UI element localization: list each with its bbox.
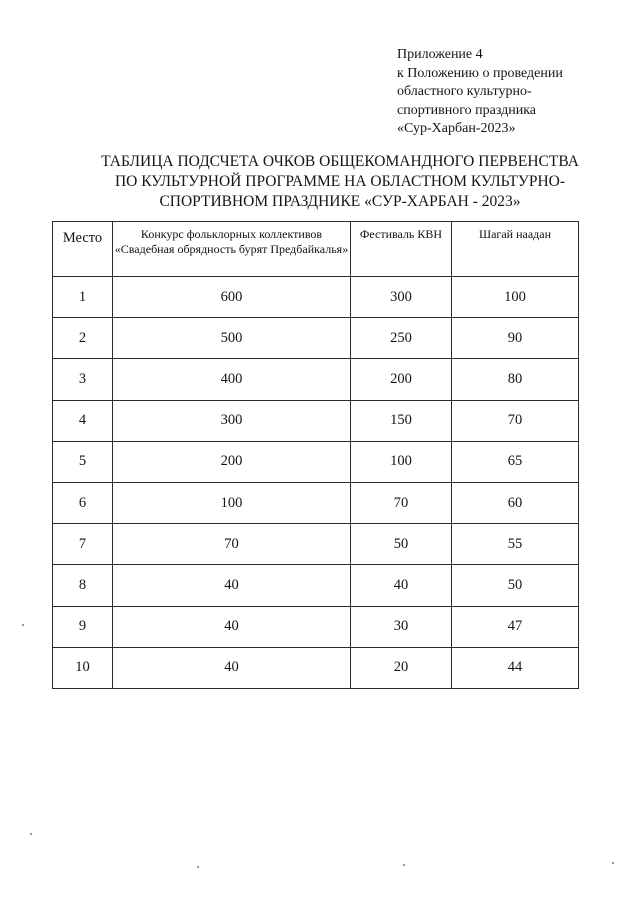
table-row [53,318,579,359]
appendix-line: Приложение 4 [397,47,483,62]
cell-folk: 70 [113,524,351,565]
table-row [53,277,579,318]
table-row [53,482,579,523]
title-line: ПО КУЛЬТУРНОЙ ПРОГРАММЕ НА ОБЛАСТНОМ КУЛЬТУРНО- [114,173,566,190]
cell-kvn: 20 [351,647,452,688]
cell-shagai: 47 [452,606,579,647]
cell-place: 7 [53,524,113,565]
cell-folk: 400 [113,359,351,400]
score-table-body [53,277,579,689]
scan-speck [403,864,405,866]
cell-folk: 100 [113,482,351,523]
score-table [52,221,579,689]
appendix-line: «Сур-Харбан-2023» [397,121,516,136]
table-row [53,606,579,647]
cell-kvn: 250 [351,318,452,359]
cell-folk: 40 [113,565,351,606]
scan-speck [30,833,32,835]
cell-folk: 40 [113,606,351,647]
header-row [53,222,579,277]
cell-kvn: 100 [351,441,452,482]
header-shagai-naadan: Шагай наадан [452,222,579,277]
appendix-line: областного культурно- [397,84,532,99]
scan-speck [612,862,614,864]
cell-place: 1 [53,277,113,318]
cell-folk: 200 [113,441,351,482]
cell-shagai: 90 [452,318,579,359]
cell-kvn: 50 [351,524,452,565]
cell-folk: 500 [113,318,351,359]
cell-kvn: 150 [351,400,452,441]
cell-kvn: 40 [351,565,452,606]
cell-shagai: 44 [452,647,579,688]
cell-shagai: 50 [452,565,579,606]
cell-shagai: 100 [452,277,579,318]
cell-place: 8 [53,565,113,606]
title-line: ТАБЛИЦА ПОДСЧЕТА ОЧКОВ ОБЩЕКОМАНДНОГО ПЕРВЕНСТВА [101,153,579,170]
cell-shagai: 80 [452,359,579,400]
table-row [53,565,579,606]
cell-place: 3 [53,359,113,400]
cell-place: 5 [53,441,113,482]
cell-place: 10 [53,647,113,688]
table-row [53,359,579,400]
scan-speck [22,624,24,626]
cell-shagai: 65 [452,441,579,482]
header-place: Место [53,222,113,277]
table-row [53,441,579,482]
cell-folk: 600 [113,277,351,318]
table-row [53,524,579,565]
cell-place: 2 [53,318,113,359]
appendix-note [397,46,632,139]
document-title [40,152,640,212]
cell-shagai: 70 [452,400,579,441]
cell-place: 4 [53,400,113,441]
table-row [53,400,579,441]
cell-folk: 40 [113,647,351,688]
title-line: СПОРТИВНОМ ПРАЗДНИКЕ «СУР-ХАРБАН - 2023» [159,193,521,210]
cell-folk: 300 [113,400,351,441]
appendix-line: спортивного праздника [397,102,537,118]
appendix-line: к Положению о проведении [397,65,563,81]
cell-kvn: 300 [351,277,452,318]
cell-place: 9 [53,606,113,647]
score-table-header [53,222,579,277]
cell-place: 6 [53,482,113,523]
cell-shagai: 55 [452,524,579,565]
scan-speck [197,866,199,868]
header-folk-contest: Конкурс фольклорных коллективов «Свадебная обрядность бурят Предбайкалья» [113,222,351,277]
cell-shagai: 60 [452,482,579,523]
cell-kvn: 70 [351,482,452,523]
header-kvn-festival: Фестиваль КВН [351,222,452,277]
table-row [53,647,579,688]
cell-kvn: 30 [351,606,452,647]
cell-kvn: 200 [351,359,452,400]
